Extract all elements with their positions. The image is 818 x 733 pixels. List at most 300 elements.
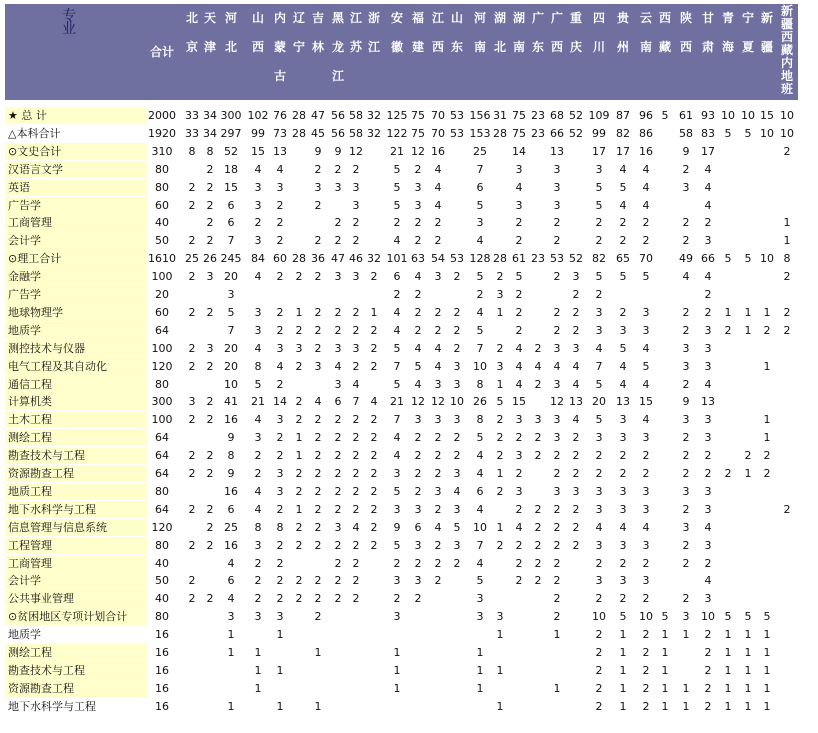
- count-cell: 3: [334, 377, 342, 391]
- count-cell: 4: [393, 449, 401, 463]
- province-header-char: 江: [350, 11, 363, 25]
- count-cell: 2: [724, 323, 732, 337]
- count-cell: 3: [704, 323, 712, 337]
- count-cell: 1: [724, 646, 732, 659]
- count-cell: 2: [642, 449, 650, 463]
- count-cell: 15: [224, 180, 238, 194]
- count-cell: 1: [763, 646, 771, 659]
- count-cell: 2: [682, 449, 690, 463]
- count-cell: 3: [515, 413, 523, 427]
- total-header: 合计: [149, 45, 174, 59]
- province-header-char: 州: [617, 40, 630, 54]
- count-cell: 2: [276, 502, 284, 516]
- count-cell: 2: [783, 270, 791, 284]
- count-cell: 2: [352, 467, 360, 480]
- province-header-char: 云: [640, 11, 653, 25]
- count-cell: 4: [476, 467, 484, 480]
- count-cell: 1: [744, 323, 752, 337]
- count-cell: 34: [203, 109, 217, 122]
- count-cell: 2: [352, 538, 360, 552]
- count-cell: 4: [572, 413, 580, 427]
- row-total: 50: [155, 234, 169, 248]
- count-cell: 9: [314, 144, 322, 158]
- count-cell: 4: [434, 162, 442, 176]
- count-cell: 6: [393, 270, 401, 284]
- count-cell: 3: [334, 520, 342, 534]
- count-cell: 70: [639, 252, 653, 266]
- count-cell: 2: [414, 484, 422, 498]
- count-cell: 83: [701, 126, 715, 140]
- count-cell: 2: [334, 592, 342, 606]
- province-header-char: 京: [186, 40, 199, 54]
- count-cell: 3: [254, 610, 262, 624]
- count-cell: 5: [595, 270, 603, 284]
- count-cell: 2: [434, 305, 442, 319]
- count-cell: 1: [553, 681, 561, 695]
- count-cell: 5: [227, 305, 235, 319]
- count-cell: 84: [251, 252, 265, 266]
- count-cell: 8: [276, 520, 284, 534]
- count-cell: 2: [572, 467, 580, 480]
- count-cell: 2: [352, 574, 360, 588]
- count-cell: 3: [595, 162, 603, 176]
- count-cell: 1: [763, 431, 771, 445]
- count-cell: 2: [572, 449, 580, 463]
- count-cell: 4: [553, 359, 561, 373]
- count-cell: 2: [595, 288, 603, 301]
- count-cell: 2: [352, 502, 360, 516]
- count-cell: 53: [450, 109, 464, 122]
- count-cell: 3: [414, 413, 422, 427]
- count-cell: 1: [619, 681, 627, 695]
- count-cell: 3: [227, 610, 235, 624]
- count-cell: 3: [515, 484, 523, 498]
- count-cell: 3: [682, 413, 690, 427]
- count-cell: 99: [251, 126, 265, 140]
- count-cell: 3: [414, 502, 422, 516]
- count-cell: 3: [496, 288, 504, 301]
- count-cell: 28: [292, 252, 306, 266]
- count-cell: 3: [704, 502, 712, 516]
- count-cell: 8: [188, 144, 196, 158]
- count-cell: 2: [276, 556, 284, 570]
- count-cell: 4: [476, 556, 484, 570]
- province-header-char: 疆: [781, 17, 794, 31]
- count-cell: 4: [619, 198, 627, 212]
- count-cell: 1: [763, 413, 771, 427]
- count-cell: 10: [592, 610, 606, 624]
- province-header-char: 南: [474, 40, 487, 54]
- count-cell: 3: [553, 377, 561, 391]
- count-cell: 21: [390, 144, 404, 158]
- count-cell: 2: [370, 341, 378, 355]
- count-cell: 4: [476, 305, 484, 319]
- row-label: ⊙贫困地区专项计划合计: [8, 610, 128, 624]
- count-cell: 4: [642, 198, 650, 212]
- count-cell: 68: [550, 109, 564, 122]
- count-cell: 13: [273, 144, 287, 158]
- count-cell: 2: [334, 413, 342, 427]
- major-header: 专业: [62, 8, 76, 37]
- count-cell: 2: [534, 574, 542, 588]
- count-cell: 5: [595, 413, 603, 427]
- count-cell: 2: [414, 323, 422, 337]
- count-cell: 9: [682, 144, 690, 158]
- count-cell: 3: [595, 574, 603, 588]
- count-cell: 4: [704, 574, 712, 588]
- row-total: 20: [155, 288, 169, 301]
- province-header-char: 湖: [494, 11, 507, 25]
- count-cell: 2: [314, 592, 322, 606]
- count-cell: 2: [314, 234, 322, 248]
- count-cell: 101: [386, 252, 408, 266]
- count-cell: 2: [553, 538, 561, 552]
- count-cell: 2: [314, 198, 322, 212]
- count-cell: 4: [393, 431, 401, 445]
- count-cell: 2: [370, 431, 378, 445]
- count-cell: 3: [393, 467, 401, 480]
- count-cell: 1: [619, 699, 627, 713]
- count-cell: 46: [349, 252, 363, 266]
- row-label: 测控技术与仪器: [8, 341, 85, 355]
- count-cell: 2: [642, 592, 650, 606]
- count-cell: 9: [682, 395, 690, 409]
- count-cell: 9: [227, 431, 235, 445]
- province-header-char: 四: [593, 11, 606, 25]
- count-cell: 4: [595, 520, 603, 534]
- count-cell: 1: [496, 467, 504, 480]
- count-cell: 2: [314, 270, 322, 284]
- count-cell: 2: [352, 431, 360, 445]
- count-cell: 4: [352, 377, 360, 391]
- count-cell: 2: [682, 431, 690, 445]
- count-cell: 66: [550, 126, 564, 140]
- count-cell: 2: [352, 556, 360, 570]
- count-cell: 2: [515, 288, 523, 301]
- row-label: △本科合计: [8, 126, 61, 140]
- count-cell: 6: [334, 395, 342, 409]
- count-cell: 3: [704, 359, 712, 373]
- province-header-char: 重: [570, 11, 583, 25]
- count-cell: 2: [370, 538, 378, 552]
- count-cell: 2: [496, 341, 504, 355]
- row-label: 工商管理: [8, 216, 52, 230]
- count-cell: 1: [295, 502, 303, 516]
- row-total: 16: [155, 663, 169, 677]
- count-cell: 4: [476, 234, 484, 248]
- count-cell: 3: [276, 413, 284, 427]
- count-cell: 1: [661, 681, 669, 695]
- count-cell: 1: [295, 431, 303, 445]
- count-cell: 2: [393, 592, 401, 606]
- count-cell: 12: [550, 395, 564, 409]
- province-header-char: 北: [225, 40, 238, 54]
- count-cell: 2: [370, 323, 378, 337]
- row-total: 80: [155, 538, 169, 552]
- count-cell: 5: [393, 377, 401, 391]
- count-cell: 1: [314, 646, 322, 659]
- count-cell: 1: [476, 681, 484, 695]
- count-cell: 75: [512, 126, 526, 140]
- count-cell: 2: [314, 162, 322, 176]
- count-cell: 2: [334, 467, 342, 480]
- count-cell: 2: [314, 413, 322, 427]
- province-header-char: 西: [252, 40, 265, 54]
- count-cell: 5: [515, 270, 523, 284]
- count-cell: 1: [724, 699, 732, 713]
- province-header-char: 东: [532, 40, 545, 54]
- count-cell: 1: [763, 359, 771, 373]
- count-cell: 7: [352, 395, 360, 409]
- count-cell: 47: [311, 109, 325, 122]
- count-cell: 10: [780, 126, 794, 140]
- count-cell: 2: [276, 234, 284, 248]
- count-cell: 28: [493, 126, 507, 140]
- count-cell: 52: [224, 144, 238, 158]
- count-cell: 82: [592, 252, 606, 266]
- count-cell: 3: [619, 538, 627, 552]
- count-cell: 2: [295, 520, 303, 534]
- count-cell: 4: [642, 520, 650, 534]
- row-total: 300: [151, 395, 173, 409]
- province-header-char: 安: [391, 11, 404, 25]
- count-cell: 3: [642, 484, 650, 498]
- count-cell: 2: [352, 234, 360, 248]
- count-cell: 2: [434, 449, 442, 463]
- count-cell: 3: [453, 467, 461, 480]
- count-cell: 2: [595, 467, 603, 480]
- count-cell: 87: [616, 109, 630, 122]
- count-cell: 3: [434, 484, 442, 498]
- count-cell: 5: [393, 180, 401, 194]
- count-cell: 70: [431, 109, 445, 122]
- count-cell: 2: [295, 323, 303, 337]
- count-cell: 5: [496, 395, 504, 409]
- count-cell: 21: [390, 395, 404, 409]
- count-cell: 4: [619, 162, 627, 176]
- count-cell: 2: [724, 467, 732, 480]
- count-cell: 2: [188, 180, 196, 194]
- count-cell: 2: [314, 467, 322, 480]
- count-cell: 1: [763, 681, 771, 695]
- count-cell: 2: [295, 574, 303, 588]
- count-cell: 45: [311, 126, 325, 140]
- count-cell: 28: [493, 252, 507, 266]
- province-header-char: 黑: [332, 11, 345, 25]
- count-cell: 3: [254, 431, 262, 445]
- count-cell: 61: [512, 252, 526, 266]
- count-cell: 2: [595, 234, 603, 248]
- count-cell: 9: [393, 520, 401, 534]
- count-cell: 3: [704, 341, 712, 355]
- count-cell: 125: [386, 109, 408, 122]
- count-cell: 82: [616, 126, 630, 140]
- count-cell: 128: [469, 252, 491, 266]
- count-cell: 2: [704, 467, 712, 480]
- count-cell: 54: [431, 252, 445, 266]
- count-cell: 3: [254, 323, 262, 337]
- count-cell: 4: [434, 180, 442, 194]
- count-cell: 2: [295, 538, 303, 552]
- count-cell: 2: [595, 628, 603, 642]
- count-cell: 3: [619, 484, 627, 498]
- row-total: 64: [155, 323, 169, 337]
- count-cell: 1: [763, 663, 771, 677]
- province-header-char: 广: [532, 11, 545, 25]
- count-cell: 2: [188, 538, 196, 552]
- count-cell: 3: [476, 610, 484, 624]
- province-header-char: 新: [761, 11, 774, 25]
- count-cell: 10: [760, 126, 774, 140]
- count-cell: 2: [783, 305, 791, 319]
- count-cell: 2: [682, 305, 690, 319]
- count-cell: 2: [276, 198, 284, 212]
- count-cell: 8: [254, 359, 262, 373]
- count-cell: 5: [476, 270, 484, 284]
- count-cell: 297: [220, 126, 242, 140]
- count-cell: 5: [619, 180, 627, 194]
- count-cell: 4: [572, 359, 580, 373]
- count-cell: 1: [476, 663, 484, 677]
- count-cell: 2: [595, 216, 603, 230]
- count-cell: 2: [206, 449, 214, 463]
- row-total: 100: [151, 413, 173, 427]
- province-header-char: 津: [204, 40, 217, 54]
- count-cell: 2: [642, 663, 650, 677]
- count-cell: 2: [314, 538, 322, 552]
- count-cell: 3: [334, 180, 342, 194]
- count-cell: 2: [704, 628, 712, 642]
- count-cell: 2: [553, 520, 561, 534]
- count-cell: 2: [496, 431, 504, 445]
- province-header-char: 西: [680, 40, 693, 54]
- count-cell: 10: [473, 520, 487, 534]
- count-cell: 4: [642, 162, 650, 176]
- count-cell: 2: [206, 467, 214, 480]
- count-cell: 2: [314, 323, 322, 337]
- count-cell: 2: [595, 646, 603, 659]
- count-cell: 2: [572, 520, 580, 534]
- row-label: 勘查技术与工程: [8, 449, 85, 463]
- count-cell: 1: [227, 646, 235, 659]
- count-cell: 3: [352, 180, 360, 194]
- count-cell: 36: [311, 252, 325, 266]
- count-cell: 1: [496, 377, 504, 391]
- count-cell: 2: [682, 502, 690, 516]
- count-cell: 2: [370, 502, 378, 516]
- count-cell: 1: [763, 305, 771, 319]
- row-total: 40: [155, 556, 169, 570]
- count-cell: 2: [314, 610, 322, 624]
- count-cell: 3: [595, 538, 603, 552]
- province-header-char: 吉: [312, 11, 325, 25]
- row-label: 英语: [8, 180, 30, 194]
- count-cell: 7: [393, 359, 401, 373]
- count-cell: 2: [515, 467, 523, 480]
- count-cell: 3: [334, 270, 342, 284]
- count-cell: 2: [352, 449, 360, 463]
- row-label: 地质学: [8, 628, 41, 642]
- count-cell: 4: [254, 270, 262, 284]
- count-cell: 5: [393, 341, 401, 355]
- row-label: ⊙文史合计: [8, 144, 62, 158]
- count-cell: 14: [273, 395, 287, 409]
- count-cell: 4: [476, 449, 484, 463]
- count-cell: 3: [496, 359, 504, 373]
- row-label: 地质学: [8, 323, 41, 337]
- count-cell: 2: [476, 288, 484, 301]
- count-cell: 3: [642, 305, 650, 319]
- count-cell: 5: [724, 252, 732, 266]
- count-cell: 3: [334, 341, 342, 355]
- count-cell: 6: [476, 180, 484, 194]
- count-cell: 2: [553, 574, 561, 588]
- count-cell: 7: [393, 413, 401, 427]
- count-cell: 2: [254, 467, 262, 480]
- count-cell: 2: [276, 270, 284, 284]
- count-cell: 2: [642, 556, 650, 570]
- count-cell: 3: [619, 574, 627, 588]
- province-header-char: 南: [640, 40, 653, 54]
- count-cell: 16: [639, 144, 653, 158]
- count-cell: 5: [393, 198, 401, 212]
- count-cell: 3: [414, 198, 422, 212]
- count-cell: 1: [744, 663, 752, 677]
- count-cell: 2: [453, 305, 461, 319]
- count-cell: 4: [515, 180, 523, 194]
- count-cell: 5: [595, 377, 603, 391]
- count-cell: 2: [434, 431, 442, 445]
- count-cell: 2: [642, 234, 650, 248]
- count-cell: 2: [783, 144, 791, 158]
- count-cell: 3: [553, 341, 561, 355]
- count-cell: 56: [331, 109, 345, 122]
- count-cell: 2: [453, 556, 461, 570]
- count-cell: 2: [370, 467, 378, 480]
- count-cell: 2: [553, 610, 561, 624]
- count-cell: 2: [334, 323, 342, 337]
- count-cell: 3: [619, 323, 627, 337]
- province-header-char: 徽: [391, 40, 404, 54]
- count-cell: 12: [431, 395, 445, 409]
- count-cell: 2: [595, 592, 603, 606]
- row-total: 60: [155, 305, 169, 319]
- count-cell: 2: [276, 538, 284, 552]
- count-cell: 2: [534, 520, 542, 534]
- count-cell: 3: [553, 484, 561, 498]
- count-cell: 2: [642, 216, 650, 230]
- count-cell: 3: [534, 413, 542, 427]
- row-label: 公共事业管理: [8, 592, 74, 606]
- count-cell: 1: [763, 628, 771, 642]
- count-cell: 1: [619, 646, 627, 659]
- count-cell: 6: [227, 198, 235, 212]
- count-cell: 16: [431, 144, 445, 158]
- row-label: 工程管理: [8, 538, 52, 552]
- count-cell: 1: [295, 449, 303, 463]
- count-cell: 1: [496, 305, 504, 319]
- count-cell: 3: [453, 538, 461, 552]
- province-header-char: 宁: [742, 11, 755, 25]
- count-cell: 3: [254, 198, 262, 212]
- count-cell: 2: [314, 341, 322, 355]
- count-cell: 5: [642, 359, 650, 373]
- count-cell: 2: [334, 162, 342, 176]
- count-cell: 2: [496, 538, 504, 552]
- count-cell: 58: [349, 126, 363, 140]
- province-header-char: 贵: [617, 11, 630, 25]
- count-cell: 1: [661, 699, 669, 713]
